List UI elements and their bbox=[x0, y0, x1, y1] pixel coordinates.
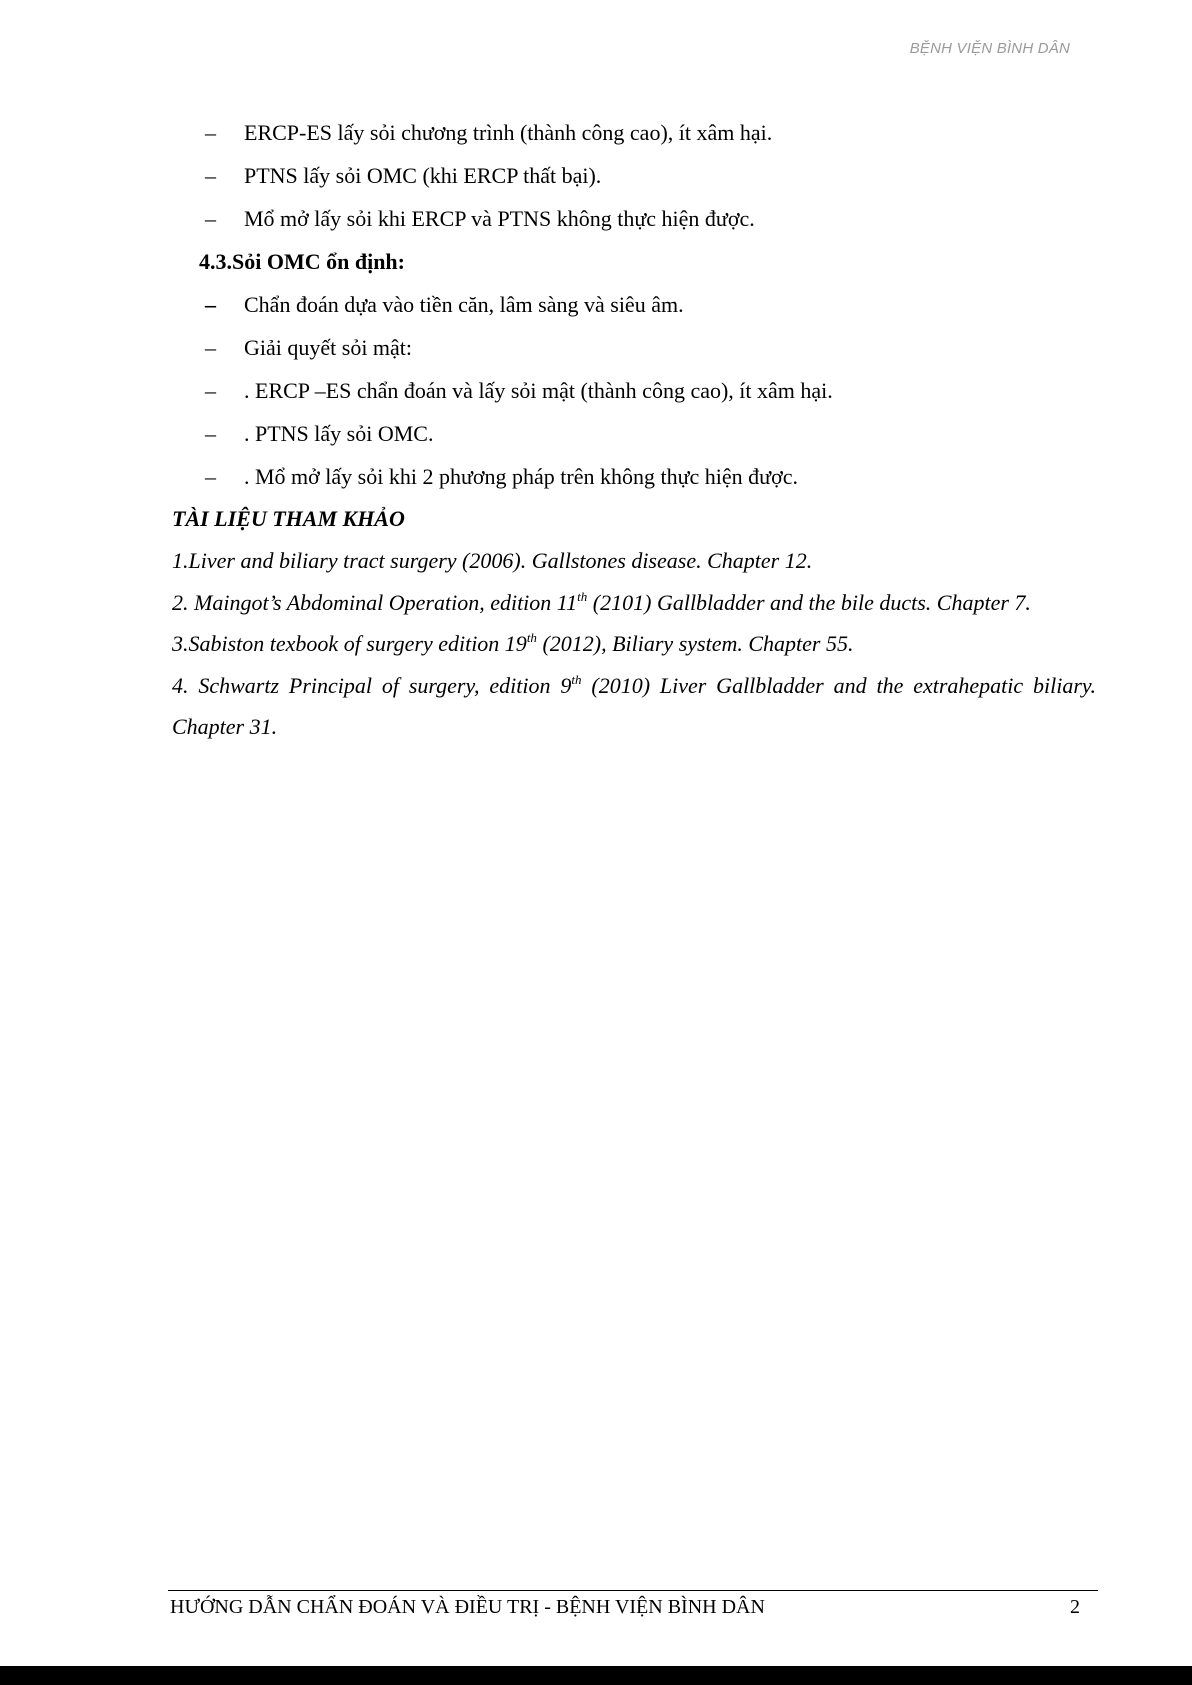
reference-text: 4. Schwartz Principal of surgery, edition 9 bbox=[172, 672, 572, 698]
reference-text: 2. Maingot’s Abdominal Operation, edition 11 bbox=[172, 589, 578, 615]
list-item-text: Mổ mở lấy sỏi khi ERCP và PTNS không thực hiện được. bbox=[244, 206, 755, 231]
viewer-bottom-bar bbox=[0, 1666, 1192, 1685]
reference-item bbox=[172, 665, 1096, 748]
list-item-text: . ERCP –ES chẩn đoán và lấy sỏi mật (thành công cao), ít xâm hại. bbox=[244, 378, 833, 403]
list-item bbox=[172, 455, 1096, 498]
reference-text: (2101) Gallbladder and the bile ducts. Chapter 7. bbox=[587, 589, 1031, 615]
list-item-text: Chẩn đoán dựa vào tiền căn, lâm sàng và siêu âm. bbox=[244, 292, 684, 317]
dash-bullet: – bbox=[205, 120, 216, 145]
reference-text: 1.Liver and biliary tract surgery (2006). Gallstones disease. Chapter 12. bbox=[172, 548, 813, 573]
section-heading: 4.3.Sỏi OMC ổn định: bbox=[199, 249, 405, 274]
list-item bbox=[172, 197, 1096, 240]
page-content bbox=[172, 111, 1096, 748]
list-item-text: Giải quyết sỏi mật: bbox=[244, 335, 413, 360]
dash-bullet: – bbox=[205, 335, 216, 360]
reference-text: 3.Sabiston texbook of surgery edition 19 bbox=[172, 631, 527, 656]
reference-item bbox=[172, 582, 1096, 624]
list-item bbox=[172, 154, 1096, 197]
list-item bbox=[172, 111, 1096, 154]
reference-superscript: th bbox=[526, 630, 537, 645]
list-item-text: . PTNS lấy sỏi OMC. bbox=[244, 421, 434, 446]
reference-item bbox=[172, 623, 1096, 665]
reference-item bbox=[172, 540, 1096, 582]
dash-bullet: – bbox=[205, 206, 216, 231]
references-title: TÀI LIỆU THAM KHẢO bbox=[172, 506, 405, 531]
footer-title: HƯỚNG DẪN CHẨN ĐOÁN VÀ ĐIỀU TRỊ - BỆNH VIỆN BÌNH DÂN bbox=[170, 1596, 765, 1618]
reference-text: (2010) Liver Gallbladder and the extrahepatic biliary. Chapter 31. bbox=[172, 672, 1096, 739]
dash-bullet: – bbox=[205, 378, 216, 403]
dash-bullet: – bbox=[205, 464, 216, 489]
list-item-text: ERCP-ES lấy sỏi chương trình (thành công cao), ít xâm hại. bbox=[244, 120, 773, 145]
running-header: BỆNH VIỆN BÌNH DÂN bbox=[909, 40, 1070, 57]
dash-bullet: – bbox=[205, 421, 216, 446]
dash-bullet: – bbox=[205, 163, 216, 188]
dash-bullet: – bbox=[205, 292, 216, 317]
reference-text: (2012), Biliary system. Chapter 55. bbox=[536, 631, 854, 656]
list-item bbox=[172, 326, 1096, 369]
reference-superscript: th bbox=[571, 671, 582, 687]
page-number: 2 bbox=[1070, 1596, 1080, 1618]
reference-superscript: th bbox=[577, 588, 588, 604]
list-item-text: PTNS lấy sỏi OMC (khi ERCP thất bại). bbox=[244, 163, 602, 188]
footer-divider bbox=[168, 1590, 1098, 1591]
list-item-text: . Mổ mở lấy sỏi khi 2 phương pháp trên không thực hiện được. bbox=[244, 464, 798, 489]
list-item bbox=[172, 369, 1096, 412]
list-item bbox=[172, 283, 1096, 326]
list-item bbox=[172, 412, 1096, 455]
